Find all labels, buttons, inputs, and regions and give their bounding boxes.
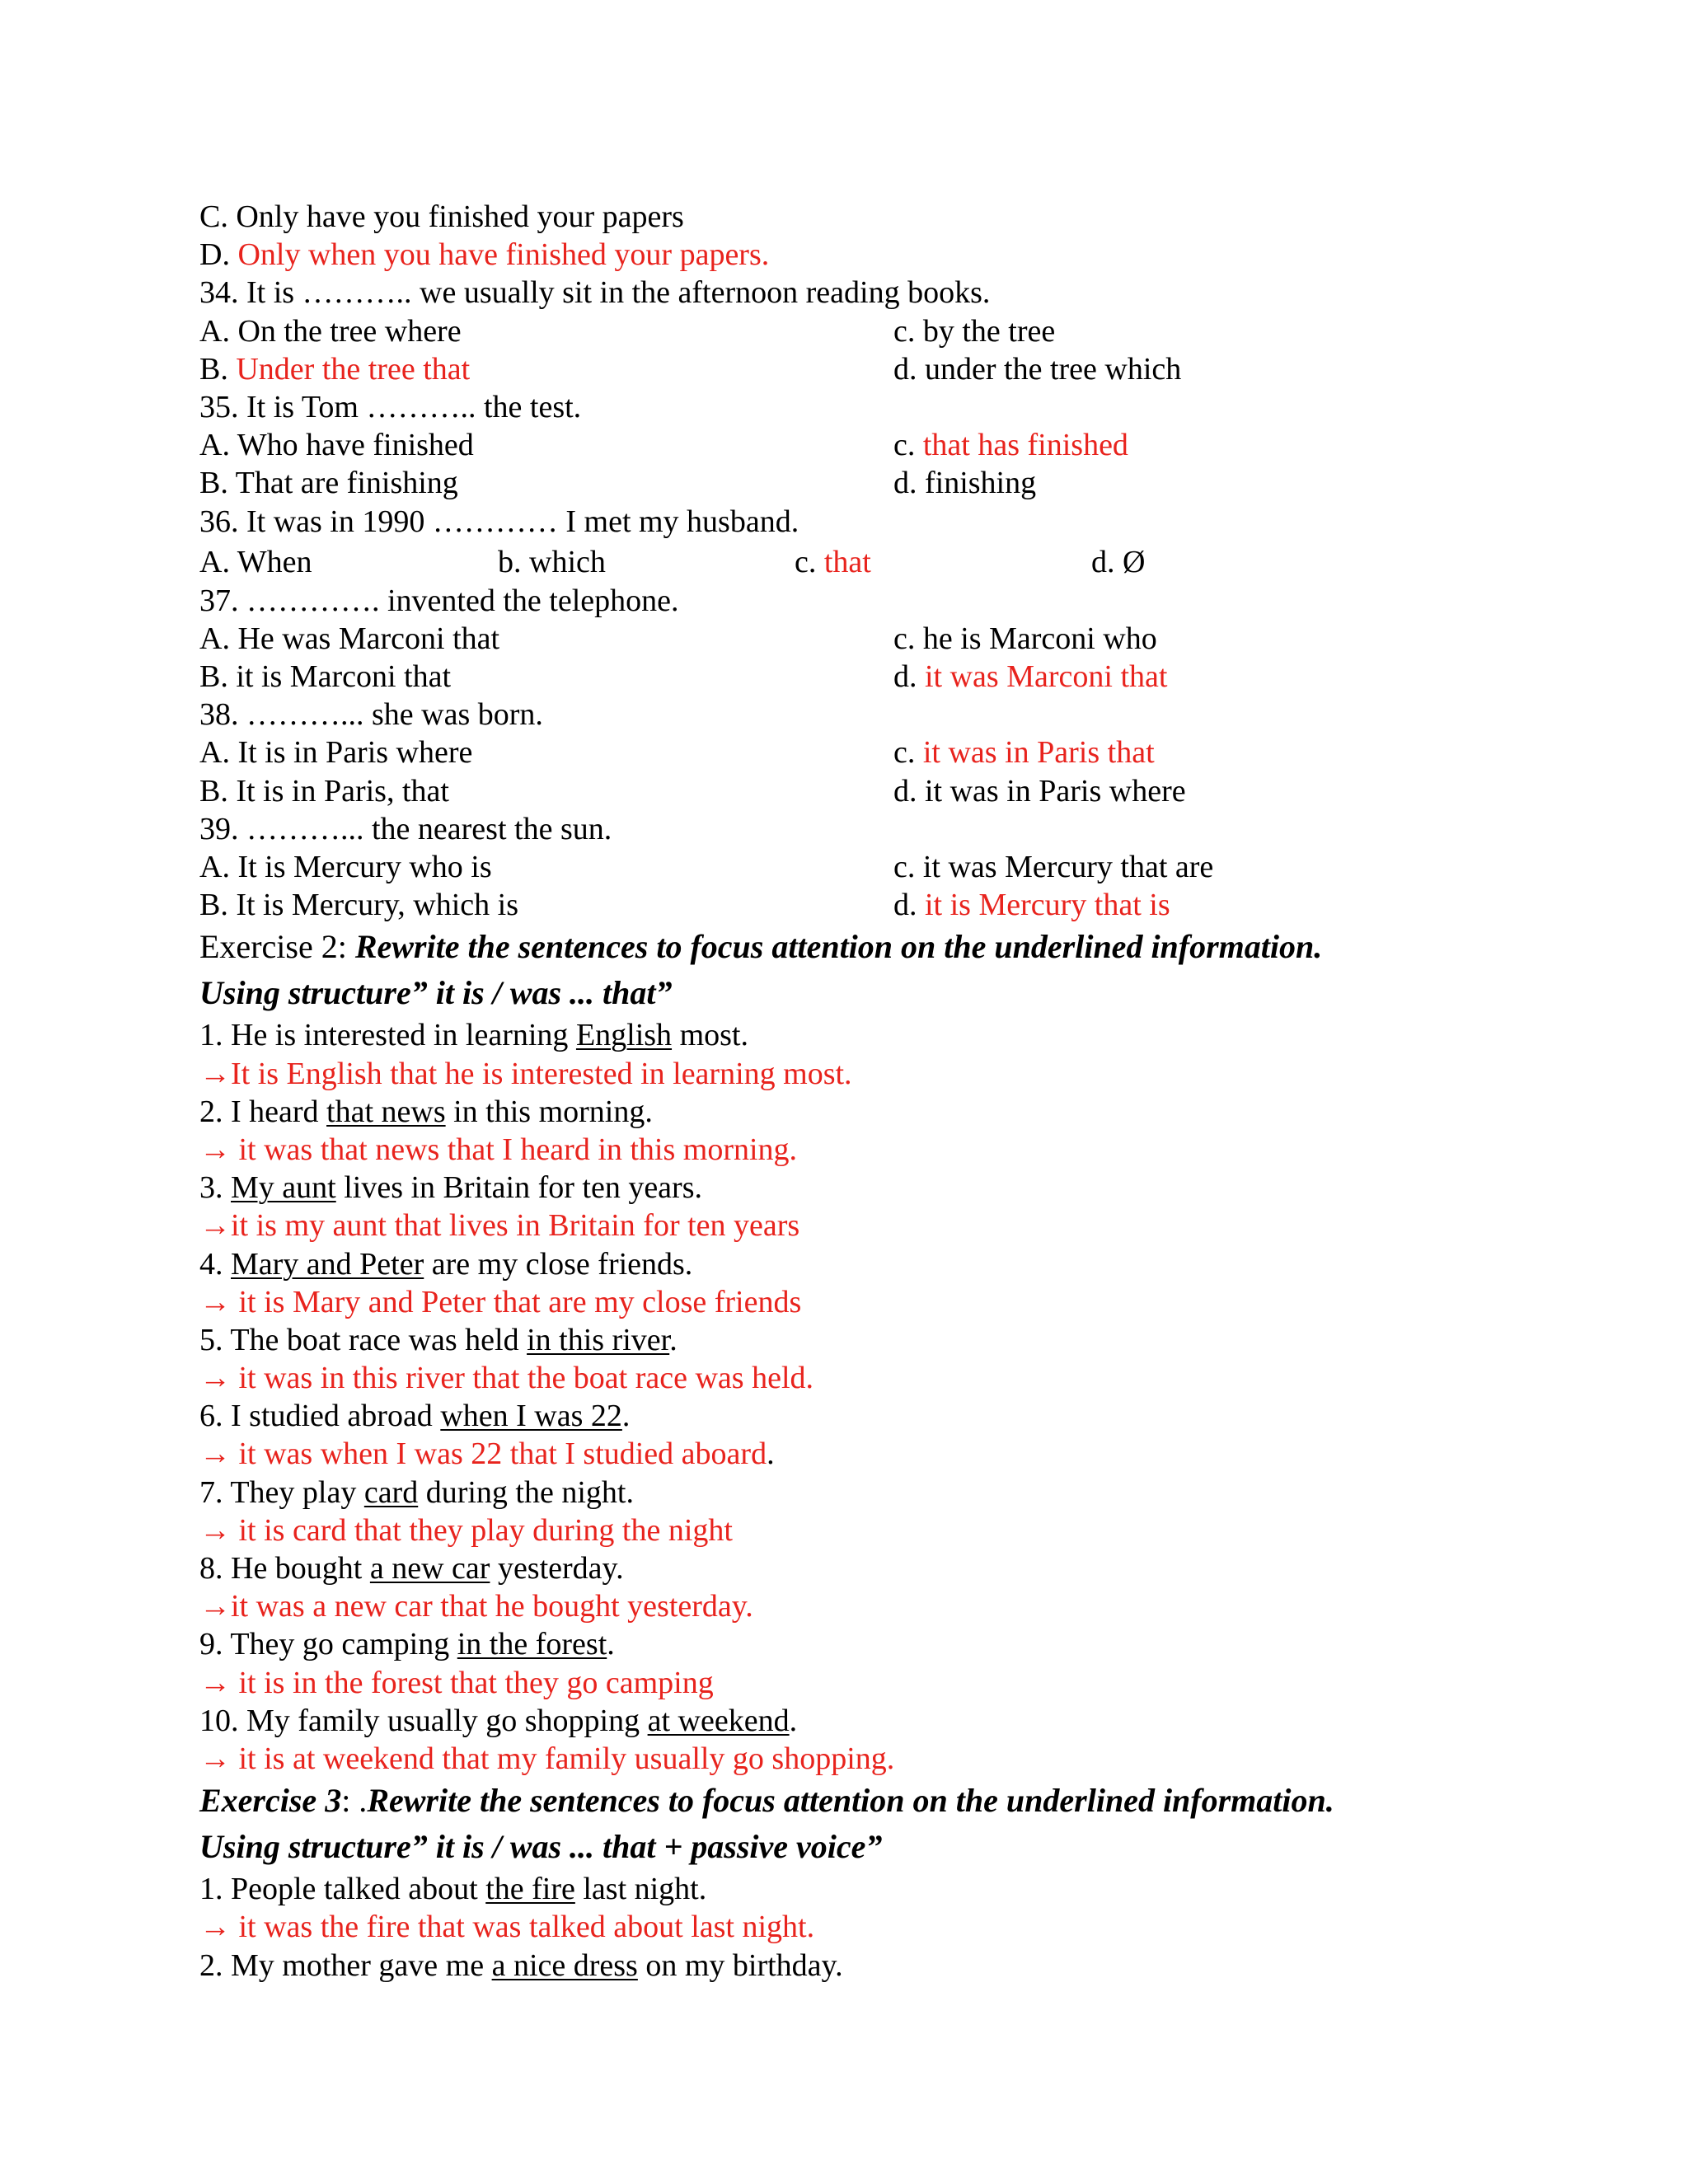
q36-stem — [199, 503, 1485, 541]
q35-c-prefix: c. — [893, 428, 923, 463]
exercise2-answer — [199, 1359, 1485, 1397]
exercise3-question — [199, 1947, 1485, 1985]
exercise3-structure — [199, 1824, 1485, 1870]
q35-row1 — [199, 426, 1485, 464]
q39-option-a: A. It is Mercury who is — [199, 850, 492, 884]
q34-row1 — [199, 312, 1485, 350]
q39-option-d — [893, 886, 1170, 924]
q38-option-a: A. It is in Paris where — [199, 735, 473, 771]
q36-c-prefix: c. — [795, 544, 824, 579]
q39-row1 — [199, 848, 1485, 886]
q38-option-c — [893, 733, 1155, 771]
q35-row2 — [199, 464, 1485, 502]
answer-text: →it was a new car that he bought yesterday. — [199, 1589, 753, 1624]
q34-option-d: d. under the tree which — [893, 351, 1182, 387]
exercise2-question — [199, 1016, 1485, 1054]
exercise2-title: Rewrite the sentences to focus attention on the underlined information. — [354, 928, 1323, 966]
exercise3-label: Exercise 3 — [199, 1782, 342, 1820]
question-text-end: . — [669, 1322, 678, 1357]
question-text: 7. They play — [199, 1474, 364, 1510]
question-text-end: most. — [672, 1018, 748, 1053]
q37-row2 — [199, 658, 1485, 696]
q38-stem-text: 38. ………... she was born. — [199, 697, 543, 733]
exercise2-answer — [199, 1055, 1485, 1093]
question-text: 1. People talked about — [199, 1872, 486, 1907]
answer-text: → it is card that they play during the night — [199, 1512, 733, 1548]
exercise3-title: Rewrite the sentences to focus attention on the underlined information. — [367, 1782, 1334, 1820]
q38-option-d: d. it was in Paris where — [893, 773, 1186, 808]
exercise2-answer — [199, 1207, 1485, 1244]
question-text-end: . — [789, 1703, 798, 1738]
exercise3-heading — [199, 1778, 1485, 1824]
exercise2-question — [199, 1169, 1485, 1207]
exercise2-answer — [199, 1664, 1485, 1702]
answer-text: → it is Mary and Peter that are my close friends — [199, 1284, 802, 1319]
question-text: 8. He bought — [199, 1551, 370, 1586]
question-text-end: last night. — [574, 1872, 707, 1907]
q38-option-b: B. It is in Paris, that — [199, 773, 449, 808]
exercise3-structure-text: Using structure” it is / was ... that + passive voice” — [199, 1828, 883, 1866]
underlined-phrase: in the forest — [457, 1627, 607, 1662]
q38-row1 — [199, 733, 1485, 771]
exercise3-question — [199, 1870, 1485, 1908]
question-text: 10. My family usually go shopping — [199, 1703, 648, 1738]
underlined-phrase: a nice dress — [491, 1947, 638, 1983]
q37-row1 — [199, 620, 1485, 658]
q37-stem-text: 37. …………. invented the telephone. — [199, 583, 679, 618]
underlined-phrase: card — [363, 1474, 419, 1510]
q39-option-c: c. it was Mercury that are — [893, 850, 1214, 884]
question-text-end: are my close friends. — [424, 1246, 693, 1282]
q39-d-answer: it is Mercury that is — [925, 888, 1170, 923]
exercise3-separator: : . — [341, 1782, 368, 1820]
q37-option-a: A. He was Marconi that — [199, 621, 500, 656]
answer-tail: . — [767, 1436, 775, 1472]
q35-option-c — [893, 426, 1128, 464]
q35-option-b: B. That are finishing — [199, 466, 458, 501]
exercise3-answer — [199, 1908, 1485, 1946]
q35-c-answer: that has finished — [922, 428, 1128, 463]
question-text-end: in this morning. — [445, 1094, 653, 1129]
question-text-end: yesterday. — [490, 1551, 624, 1586]
exercise2-structure-text: Using structure” it is / was ... that” — [199, 974, 673, 1012]
underlined-phrase: when I was 22 — [440, 1399, 622, 1434]
q35-option-a: A. Who have finished — [199, 428, 474, 463]
exercise2-question — [199, 1321, 1485, 1359]
q33-option-d — [199, 236, 1485, 274]
question-text-end: on my birthday. — [637, 1947, 843, 1983]
q35-stem-text: 35. It is Tom ……….. the test. — [199, 389, 582, 424]
q37-option-b: B. it is Marconi that — [199, 659, 452, 695]
exercise2-structure — [199, 970, 1485, 1016]
document-page — [199, 198, 1485, 1985]
question-text: 5. The boat race was held — [199, 1322, 528, 1357]
exercise2-items — [199, 1016, 1485, 1778]
answer-text: → it was in this river that the boat race was held. — [199, 1361, 814, 1396]
q36-c-answer: that — [823, 544, 871, 579]
underlined-phrase: My aunt — [231, 1170, 336, 1206]
exercise2-question — [199, 1549, 1485, 1587]
q36-stem-text: 36. It was in 1990 ………… I met my husband. — [199, 504, 799, 539]
exercise2-answer — [199, 1587, 1485, 1625]
exercise2-question — [199, 1474, 1485, 1511]
q39-option-b: B. It is Mercury, which is — [199, 888, 518, 923]
q37-option-c: c. he is Marconi who — [893, 621, 1157, 656]
underlined-phrase: the fire — [485, 1872, 575, 1907]
q39-stem — [199, 810, 1485, 848]
exercise2-heading — [199, 924, 1485, 970]
underlined-phrase: a new car — [369, 1551, 490, 1586]
q39-row2 — [199, 886, 1485, 924]
answer-text: → it was when I was 22 that I studied aboard — [199, 1436, 767, 1472]
q38-stem — [199, 696, 1485, 733]
q33-d-prefix: D. — [199, 237, 238, 273]
exercise2-answer — [199, 1435, 1485, 1473]
underlined-phrase: in this river — [527, 1322, 670, 1357]
q36-options — [199, 541, 1485, 582]
exercise2-answer — [199, 1511, 1485, 1549]
q36-option-a: A. When — [199, 544, 312, 579]
underlined-phrase: Mary and Peter — [231, 1246, 424, 1282]
exercise2-question — [199, 1625, 1485, 1663]
exercise2-label: Exercise 2: — [199, 928, 355, 966]
q37-stem — [199, 582, 1485, 620]
answer-text: → it is at weekend that my family usually go shopping. — [199, 1741, 895, 1776]
exercise2-answer — [199, 1740, 1485, 1778]
question-text: 1. He is interested in learning — [199, 1018, 576, 1053]
q37-d-answer: it was Marconi that — [925, 659, 1168, 695]
answer-text: → it was that news that I heard in this morning. — [199, 1132, 798, 1167]
question-text: 4. — [199, 1246, 231, 1282]
exercise2-question — [199, 1245, 1485, 1283]
question-text-end: lives in Britain for ten years. — [335, 1170, 702, 1206]
q33-c-text: C. Only have you finished your papers — [199, 199, 684, 234]
exercise2-question — [199, 1397, 1485, 1435]
question-text-end: . — [607, 1627, 615, 1662]
q34-option-c: c. by the tree — [893, 313, 1056, 349]
q33-option-c — [199, 198, 1485, 236]
underlined-phrase: that news — [326, 1094, 446, 1129]
q36-option-d: d. Ø — [1091, 544, 1146, 579]
answer-text: →it is my aunt that lives in Britain for ten years — [199, 1208, 800, 1244]
q38-row2 — [199, 772, 1485, 810]
exercise2-answer — [199, 1283, 1485, 1321]
q34-option-b-answer: Under the tree that — [236, 351, 471, 387]
question-text: 2. I heard — [199, 1094, 327, 1129]
exercise2-answer — [199, 1131, 1485, 1169]
underlined-phrase: at weekend — [647, 1703, 790, 1738]
q36-option-b: b. which — [498, 544, 606, 579]
answer-text: → it is in the forest that they go camping — [199, 1665, 714, 1700]
q39-stem-text: 39. ………... the nearest the sun. — [199, 811, 612, 846]
q37-option-d — [893, 658, 1167, 696]
q34-option-a: A. On the tree where — [199, 313, 462, 349]
q37-d-prefix: d. — [893, 659, 925, 695]
q38-c-prefix: c. — [893, 735, 923, 771]
q34-row2 — [199, 350, 1485, 388]
answer-text: →It is English that he is interested in learning most. — [199, 1056, 852, 1091]
question-text-end: . — [621, 1399, 631, 1434]
question-text: 2. My mother gave me — [199, 1947, 492, 1983]
exercise2-question — [199, 1702, 1485, 1740]
underlined-phrase: English — [575, 1018, 673, 1053]
question-text: 3. — [199, 1170, 231, 1206]
question-text: 6. I studied abroad — [199, 1399, 441, 1434]
q35-stem — [199, 388, 1485, 426]
q38-c-answer: it was in Paris that — [922, 735, 1155, 771]
q34-stem — [199, 274, 1485, 312]
q36-option-c — [795, 541, 871, 583]
q33-d-answer: Only when you have finished your papers. — [237, 237, 770, 273]
question-text-end: during the night. — [418, 1474, 634, 1510]
question-text: 9. They go camping — [199, 1627, 457, 1662]
q34-stem-text: 34. It is ……….. we usually sit in the afternoon reading books. — [199, 275, 991, 311]
answer-text: → it was the fire that was talked about last night. — [199, 1910, 815, 1945]
exercise2-question — [199, 1093, 1485, 1131]
q35-option-d: d. finishing — [893, 466, 1037, 501]
q39-d-prefix: d. — [893, 888, 925, 923]
exercise3-items — [199, 1870, 1485, 1985]
q34-b-prefix: B. — [199, 351, 237, 387]
